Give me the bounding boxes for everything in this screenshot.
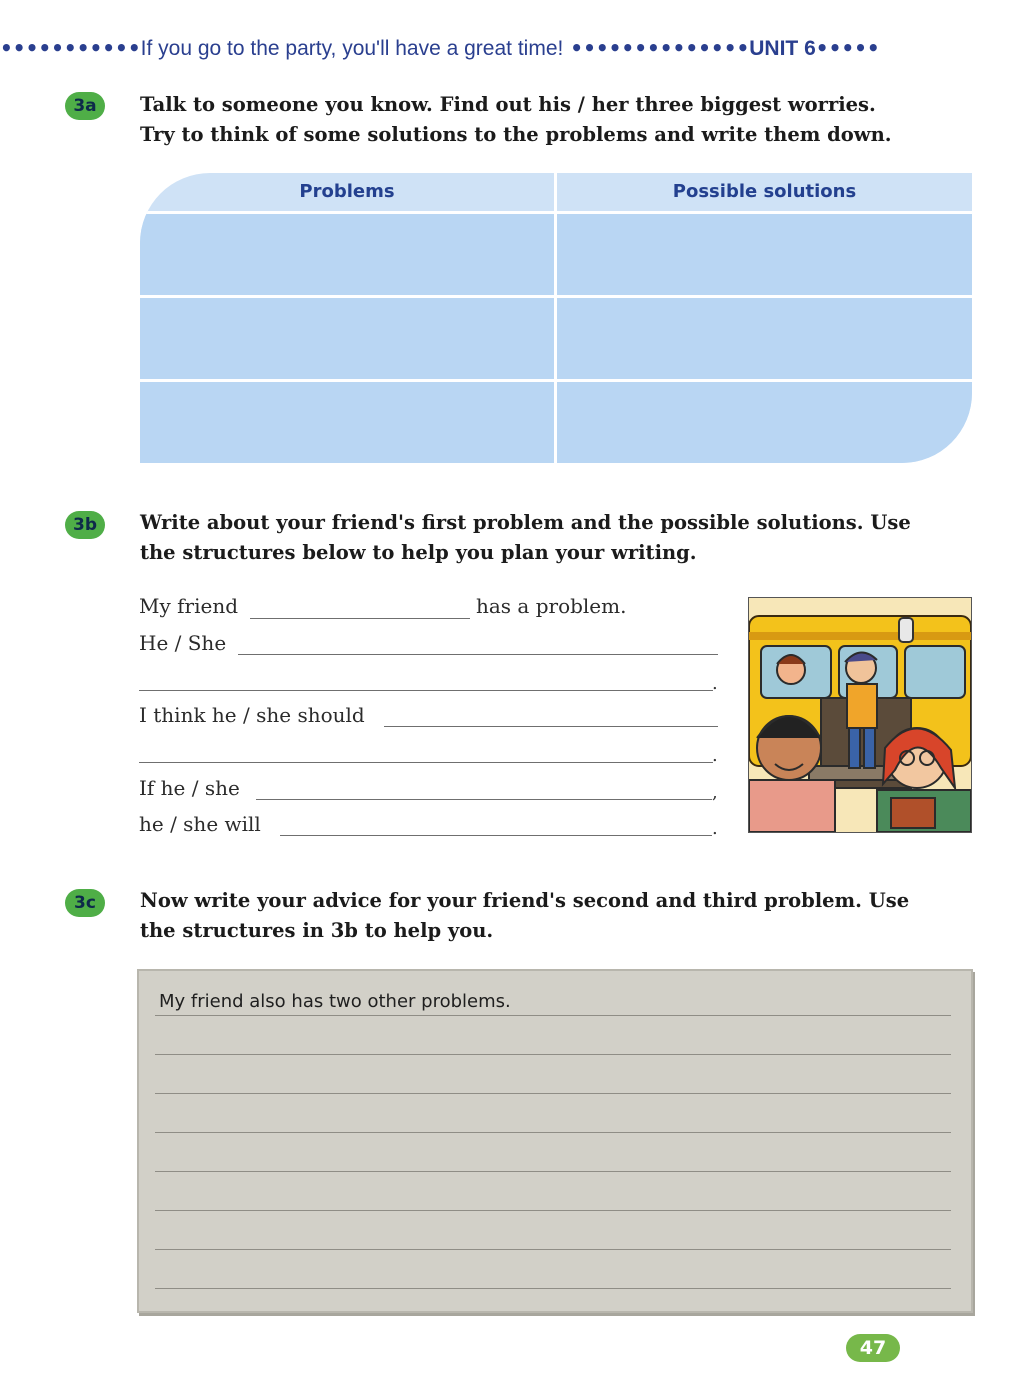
section-badge-3c: 3c xyxy=(65,889,105,917)
prompt-he-she-will: he / she will xyxy=(139,812,261,836)
unit-label: UNIT 6 xyxy=(749,37,816,60)
table-row-divider xyxy=(140,379,972,382)
page-number: 47 xyxy=(846,1334,900,1362)
writing-line[interactable] xyxy=(155,1171,951,1172)
writing-line[interactable] xyxy=(155,1210,951,1211)
instruction-3a-line1: Talk to someone you know. Find out his / her three biggest worries. xyxy=(140,93,876,116)
advice-writing-box[interactable] xyxy=(137,969,973,1313)
prompt-if-he-she: If he / she xyxy=(139,776,240,800)
section-badge-3b: 3b xyxy=(65,511,105,539)
writing-line[interactable] xyxy=(155,1288,951,1289)
table-row-divider xyxy=(140,295,972,298)
blank-line-result[interactable] xyxy=(280,835,712,836)
writing-line[interactable] xyxy=(155,1093,951,1094)
instruction-3c-line2: the structures in 3b to help you. xyxy=(140,919,494,942)
table-cell-solution-2[interactable] xyxy=(557,298,972,379)
period-mark: . xyxy=(712,745,718,766)
instruction-3c-line1: Now write your advice for your friend's second and third problem. Use xyxy=(140,889,910,912)
prompt-has-problem: has a problem. xyxy=(476,594,627,618)
unit-title: If you go to the party, you'll have a great time! xyxy=(140,37,564,60)
blank-line-advice[interactable] xyxy=(384,726,718,727)
prompt-he-she: He / She xyxy=(139,631,227,655)
instruction-3a-line2: Try to think of some solutions to the problems and write them down. xyxy=(140,123,892,146)
table-column-divider xyxy=(554,173,557,463)
instruction-3b xyxy=(140,508,911,568)
blank-line-advice-continued[interactable] xyxy=(139,762,713,763)
page-header xyxy=(0,36,1024,66)
writing-line[interactable] xyxy=(155,1015,951,1016)
prompt-i-think: I think he / she should xyxy=(139,703,365,727)
instruction-3b-line2: the structures below to help you plan your writing. xyxy=(140,541,697,564)
table-cell-problem-3[interactable] xyxy=(140,382,554,463)
comma-mark: , xyxy=(712,782,718,803)
table-cell-solution-1[interactable] xyxy=(557,214,972,295)
writing-line[interactable] xyxy=(155,1132,951,1133)
advice-starter-sentence: My friend also has two other problems. xyxy=(159,991,511,1012)
school-bus-drawing xyxy=(749,598,971,832)
table-cell-solution-3[interactable] xyxy=(557,382,972,463)
instruction-3a xyxy=(140,90,892,150)
writing-line[interactable] xyxy=(155,1249,951,1250)
table-row-divider xyxy=(140,211,972,214)
dot-leader-middle: •••••••••••••• xyxy=(563,36,750,60)
column-header-problems: Problems xyxy=(299,181,395,202)
problems-table xyxy=(140,173,972,463)
blank-line-problem[interactable] xyxy=(238,654,718,655)
table-cell-problem-1[interactable] xyxy=(140,214,554,295)
column-header-solutions: Possible solutions xyxy=(672,181,857,202)
period-mark: . xyxy=(712,673,718,694)
table-cell-problem-2[interactable] xyxy=(140,298,554,379)
blank-line-condition[interactable] xyxy=(256,799,712,800)
prompt-my-friend: My friend xyxy=(139,594,239,618)
period-mark: . xyxy=(712,818,718,839)
dot-leader-left: •••••••••• xyxy=(0,36,128,60)
blank-line-friend-name[interactable] xyxy=(250,618,470,619)
dot-leader-right: ••••• xyxy=(815,36,880,60)
writing-line[interactable] xyxy=(155,1054,951,1055)
instruction-3b-line1: Write about your friend's first problem and the possible solutions. Use xyxy=(140,511,911,534)
dot-separator: • xyxy=(127,36,141,60)
instruction-3c xyxy=(140,886,909,946)
section-badge-3a: 3a xyxy=(65,92,105,120)
blank-line-problem-continued[interactable] xyxy=(139,690,713,691)
school-bus-illustration xyxy=(748,597,972,833)
